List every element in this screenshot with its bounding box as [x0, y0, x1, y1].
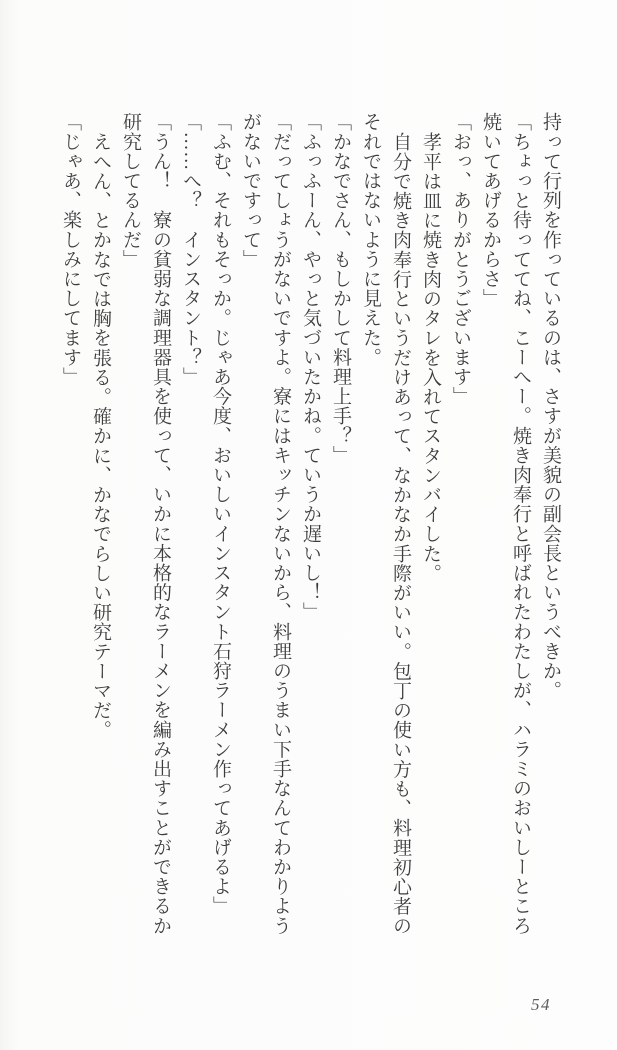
text-line: 持って行列を作っているのは、さすが美貌の副会長というべきか。 [540, 112, 561, 700]
text-line: 研究してるんだ」 [120, 112, 141, 269]
text-line: 「うん！ 寮の貧弱な調理器具を使って、いかに本格的なラーメンを編み出すことができるか [150, 112, 171, 936]
text-line: 焼いてあげるからさ」 [480, 112, 501, 308]
text-line: 「ちょっと待っててね、こーへー。焼き肉奉行と呼ばれたわたしが、ハラミのおいしーところ [510, 112, 531, 936]
text-line: それではないように見えた。 [360, 112, 381, 367]
text-line: 自分で焼き肉奉行というだけあって、なかなか手際がいい。包丁の使い方も、料理初心者の [390, 132, 411, 936]
text-line: 「ふっふーん、やっと気づいたかね。ていうか遅いし！」 [300, 112, 321, 622]
text-line: 孝平は皿に焼き肉のタレを入れてスタンバイした。 [420, 132, 441, 583]
text-line: 「じゃあ、楽しみにしてます」 [60, 112, 81, 387]
text-line: 「……へ？ インスタント？」 [180, 112, 201, 387]
text-line: えへん、とかなでは胸を張る。確かに、かなでらしい研究テーマだ。 [90, 132, 111, 740]
text-block [55, 112, 565, 952]
text-line: 「ふむ、それもそっか。じゃあ今度、おいしいインスタント石狩ラーメン作ってあげるよ」 [210, 112, 231, 916]
text-line: 「かなでさん、もしかして料理上手？」 [330, 112, 351, 465]
text-line: がないですって」 [240, 112, 261, 269]
text-line: 「だってしょうがないですよ。寮にはキッチンないから、料理のうまい下手なんてわかりよう [270, 112, 291, 936]
page-number: 54 [531, 995, 551, 1014]
text-line: 「おっ、ありがとうございます」 [450, 112, 471, 406]
